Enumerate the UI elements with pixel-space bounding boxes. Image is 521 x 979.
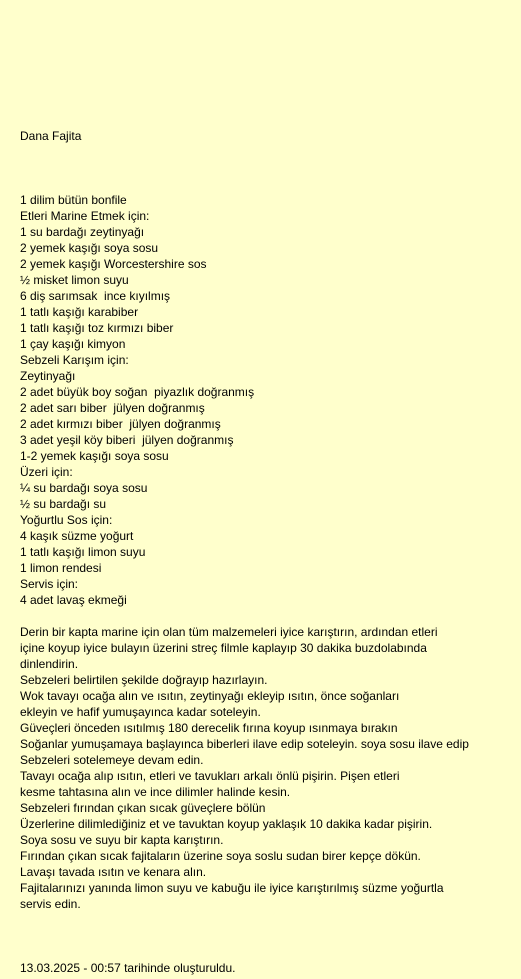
ingredient-line: 2 yemek kaşığı Worcestershire sos (20, 257, 207, 271)
ingredient-line: Sebzeli Karışım için: (20, 353, 129, 367)
instruction-line: Fajitalarınızı yanında limon suyu ve kabuğu ile iyice karıştırılmış süzme yoğurtla (20, 881, 444, 895)
instruction-line: Sebzeleri belirtilen şekilde doğrayıp hazırlayın. (20, 673, 268, 687)
instruction-line: kesme tahtasına alın ve ince dilimler halinde kesin. (20, 785, 291, 799)
ingredient-line: Zeytinyağı (20, 369, 76, 383)
ingredient-line: 2 adet kırmızı biber jülyen doğranmış (20, 417, 221, 431)
instruction-list (20, 624, 469, 912)
instruction-line: Sebzeleri sotelemeye devam edin. (20, 753, 204, 767)
ingredient-line: 4 kaşık süzme yoğurt (20, 529, 134, 543)
instruction-line: Tavayı ocağa alıp ısıtın, etleri ve tavukları arkalı önlü pişirin. Pişen etleri (20, 769, 400, 783)
ingredient-line: Etleri Marine Etmek için: (20, 209, 150, 223)
instruction-line: Fırından çıkan sıcak fajitaların üzerine soya soslu sudan birer kepçe dökün. (20, 849, 421, 863)
instruction-line: Güveçleri önceden ısıtılmış 180 derecelik fırına koyup ısınmaya bırakın (20, 721, 398, 735)
instruction-line: Soya sosu ve suyu bir kapta karıştırın. (20, 833, 224, 847)
ingredient-line: ½ misket limon suyu (20, 273, 129, 287)
instruction-line: Üzerlerine dilimlediğiniz et ve tavuktan koyup yaklaşık 10 dakika kadar pişirin. (20, 817, 433, 831)
ingredient-line: 2 adet sarı biber jülyen doğranmış (20, 401, 205, 415)
ingredient-line: 1 çay kaşığı kimyon (20, 337, 126, 351)
instruction-line: içine koyup iyice bulayın üzerini streç filmle kaplayıp 30 dakika buzdolabında (20, 641, 427, 655)
ingredient-line: 2 adet büyük boy soğan piyazlık doğranmış (20, 385, 255, 399)
ingredient-line: 6 diş sarımsak ince kıyılmış (20, 289, 171, 303)
ingredient-line: 1 limon rendesi (20, 561, 102, 575)
creation-date-footer: 13.03.2025 - 00:57 tarihinde oluşturuldu. (20, 961, 236, 975)
ingredient-line: 1 tatlı kaşığı limon suyu (20, 545, 146, 559)
ingredient-list (20, 192, 254, 608)
ingredient-line: 1 su bardağı zeytinyağı (20, 225, 145, 239)
instruction-line: ekleyin ve hafif yumuşayınca kadar soteleyin. (20, 705, 261, 719)
ingredient-line: Yoğurtlu Sos için: (20, 513, 113, 527)
ingredient-line: ¼ su bardağı soya sosu (20, 481, 148, 495)
ingredient-line: 1 dilim bütün bonfile (20, 193, 127, 207)
instruction-line: Lavaşı tavada ısıtın ve kenara alın. (20, 865, 207, 879)
instruction-line: Sebzeleri fırından çıkan sıcak güveçlere bölün (20, 801, 266, 815)
ingredient-line: Servis için: (20, 577, 79, 591)
ingredient-line: 1 tatlı kaşığı karabiber (20, 305, 139, 319)
instruction-line: dinlendirin. (20, 657, 79, 671)
ingredient-line: 4 adet lavaş ekmeği (20, 593, 127, 607)
instruction-line: servis edin. (20, 897, 81, 911)
instruction-line: Soğanlar yumuşamaya başlayınca biberleri ilave edip soteleyin. soya sosu ilave edip (20, 737, 469, 751)
ingredient-line: Üzeri için: (20, 465, 73, 479)
ingredient-line: 2 yemek kaşığı soya sosu (20, 241, 159, 255)
recipe-title: Dana Fajita (20, 129, 82, 143)
ingredient-line: 1 tatlı kaşığı toz kırmızı biber (20, 321, 174, 335)
instruction-line: Derin bir kapta marine için olan tüm malzemeleri iyice karıştırın, ardından etleri (20, 625, 438, 639)
instruction-line: Wok tavayı ocağa alın ve ısıtın, zeytinyağı ekleyip ısıtın, önce soğanları (20, 689, 400, 703)
ingredient-line: ½ su bardağı su (20, 497, 107, 511)
ingredient-line: 3 adet yeşil köy biberi jülyen doğranmış (20, 433, 234, 447)
ingredient-line: 1-2 yemek kaşığı soya sosu (20, 449, 169, 463)
